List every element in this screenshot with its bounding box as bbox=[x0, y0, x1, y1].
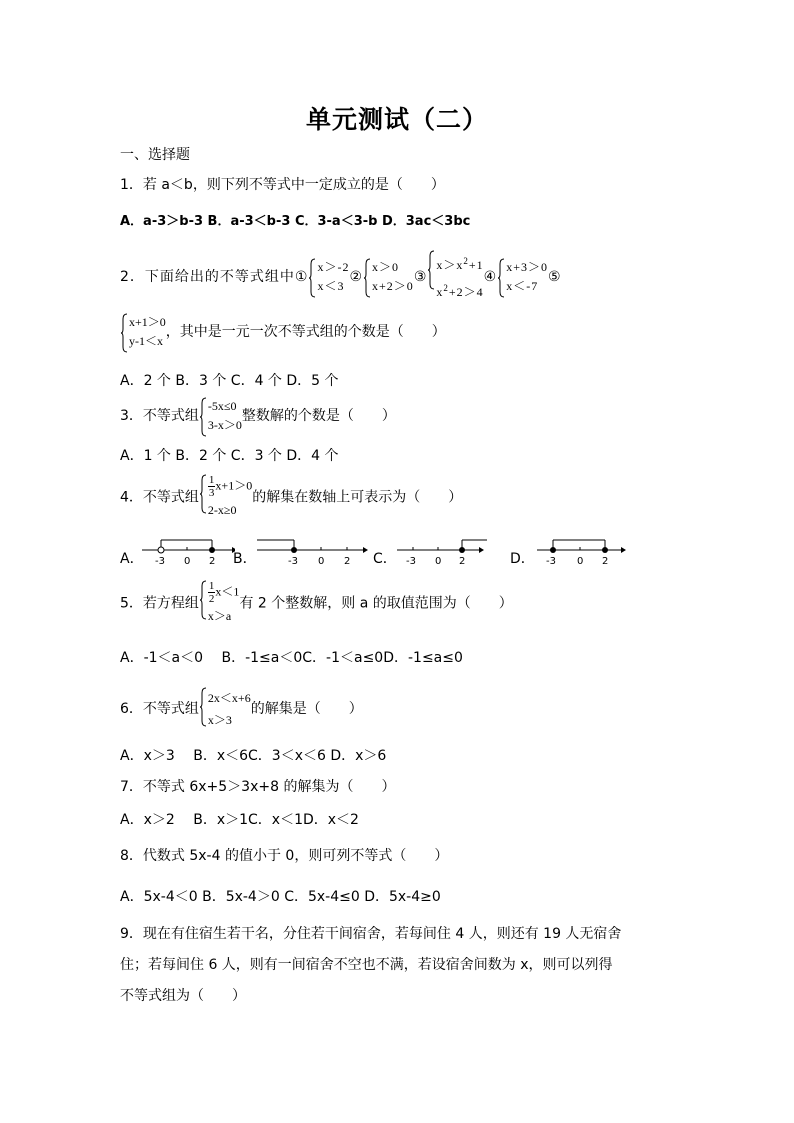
question-5-suffix: 有 2 个整数解，则 a 的取值范围为（ ） bbox=[239, 595, 513, 612]
question-7: 7．不等式 6x+5＞3x+8 的解集为（ ） bbox=[120, 779, 396, 795]
system-1 bbox=[308, 258, 349, 296]
s3-row1-a: x＞x bbox=[436, 258, 464, 272]
fraction-num: 1 bbox=[208, 580, 215, 592]
option-b-label: B． bbox=[233, 551, 257, 567]
question-7-options: A．x＞2 B．x＞1C．x＜1D．x＜2 bbox=[120, 812, 359, 828]
question-2 bbox=[120, 250, 562, 304]
brace-icon bbox=[308, 258, 316, 298]
s3-row1-sup: 2 bbox=[463, 256, 469, 266]
system-4-row-1: x+3＞0 bbox=[506, 260, 549, 274]
system-5 bbox=[120, 313, 166, 351]
question-9-line-1: 9．现在有住宿生若干名，分住若干间宿舍，若每间住 4 人，则还有 19 人无宿舍 bbox=[120, 926, 622, 942]
question-6-suffix: 的解集是（ ） bbox=[250, 701, 363, 717]
tick-c-0: 0 bbox=[435, 556, 442, 567]
brace-icon bbox=[427, 250, 435, 290]
system-q5-row-2: x＞a bbox=[207, 609, 232, 623]
system-q5-row-1 bbox=[208, 580, 240, 605]
s3-row1-tail: +1 bbox=[468, 258, 484, 272]
tick-b-2: 2 bbox=[344, 556, 351, 567]
system-q5 bbox=[199, 580, 240, 627]
number-line-d bbox=[535, 536, 630, 568]
tick-d-neg3: -3 bbox=[546, 556, 556, 567]
s3-row2-a: x bbox=[436, 285, 444, 299]
question-2-options: A．2 个 B．3 个 C．4 个 D．5 个 bbox=[120, 373, 339, 389]
question-5 bbox=[120, 580, 513, 627]
system-5-row-1: x+1＞0 bbox=[129, 315, 166, 329]
system-q4 bbox=[199, 474, 252, 521]
brace-icon bbox=[120, 313, 128, 353]
option-c-label: C． bbox=[373, 551, 397, 567]
system-2 bbox=[363, 258, 414, 296]
question-1: 1．若 a＜b，则下列不等式中一定成立的是（ ） bbox=[120, 177, 445, 193]
system-q5-row-1-tail: x＜1 bbox=[215, 584, 240, 599]
system-4 bbox=[497, 258, 548, 296]
tick-a-0: 0 bbox=[184, 556, 191, 567]
system-q4-row-2: 2-x≥0 bbox=[207, 503, 237, 517]
question-3-prefix: 3．不等式组 bbox=[120, 408, 199, 424]
fraction-num: 1 bbox=[208, 474, 215, 486]
system-2-row-2: x+2＞0 bbox=[372, 279, 414, 293]
option-d-label: D． bbox=[510, 551, 535, 567]
system-3-row-1 bbox=[436, 250, 483, 277]
number-line-b bbox=[255, 536, 370, 568]
system-q6-row-1: 2x＜x+6 bbox=[207, 691, 251, 705]
question-6-prefix: 6．不等式组 bbox=[120, 701, 199, 717]
system-q6-row-2: x＞3 bbox=[207, 713, 232, 727]
question-4 bbox=[120, 474, 462, 521]
question-9-line-3: 不等式组为（ ） bbox=[120, 988, 246, 1004]
tick-c-2: 2 bbox=[459, 556, 466, 567]
question-6 bbox=[120, 687, 363, 731]
tick-b-0: 0 bbox=[318, 556, 325, 567]
system-4-row-2: x＜-7 bbox=[506, 279, 539, 293]
brace-icon bbox=[363, 258, 371, 298]
system-q3-row-2: 3-x＞0 bbox=[207, 418, 242, 432]
page-title: 单元测试（二） bbox=[305, 105, 488, 134]
question-3-options: A．1 个 B．2 个 C．3 个 D．4 个 bbox=[120, 448, 339, 464]
tick-a-neg3: -3 bbox=[155, 556, 165, 567]
tick-d-2: 2 bbox=[602, 556, 609, 567]
brace-icon bbox=[199, 397, 207, 437]
marker-4: ④ bbox=[483, 269, 498, 285]
question-2-cont bbox=[120, 313, 446, 351]
s3-row2-sup: 2 bbox=[443, 283, 449, 293]
question-3 bbox=[120, 397, 396, 435]
question-4-prefix: 4．不等式组 bbox=[120, 489, 199, 506]
question-8-options: A．5x-4＜0 B．5x-4＞0 C．5x-4≤0 D．5x-4≥0 bbox=[120, 889, 441, 905]
question-4-suffix: 的解集在数轴上可表示为（ ） bbox=[252, 489, 463, 506]
fraction-den: 3 bbox=[208, 487, 215, 499]
system-3-row-2 bbox=[436, 277, 483, 304]
system-3 bbox=[427, 250, 483, 304]
brace-icon bbox=[199, 580, 207, 620]
question-2-suffix: ，其中是一元一次不等式组的个数是（ ） bbox=[165, 324, 446, 340]
number-line-a bbox=[140, 536, 235, 568]
question-5-prefix: 5．若方程组 bbox=[120, 595, 199, 612]
tick-c-neg3: -3 bbox=[406, 556, 416, 567]
s3-row2-tail: +2＞4 bbox=[448, 285, 484, 299]
marker-3: ③ bbox=[413, 269, 428, 285]
question-6-options: A．x＞3 B．x＜6C．3＜x＜6 D．x＞6 bbox=[120, 748, 387, 764]
system-q3-row-1: -5x≤0 bbox=[207, 399, 237, 413]
system-q3 bbox=[199, 397, 242, 435]
system-q4-row-1-tail: x+1＞0 bbox=[215, 478, 253, 493]
marker-5: ⑤ bbox=[548, 269, 562, 285]
question-2-prefix: 2．下面给出的不等式组中① bbox=[120, 269, 309, 285]
system-q6 bbox=[199, 687, 251, 731]
question-8: 8．代数式 5x-4 的值小于 0，则可列不等式（ ） bbox=[120, 848, 449, 864]
system-5-row-2: y-1＜x bbox=[129, 334, 163, 348]
marker-2: ② bbox=[349, 269, 364, 285]
option-a-label: A． bbox=[120, 551, 144, 567]
brace-icon bbox=[199, 474, 207, 514]
tick-b-neg3: -3 bbox=[288, 556, 298, 567]
system-1-row-2: x＜3 bbox=[317, 279, 345, 293]
system-2-row-1: x＞0 bbox=[372, 260, 400, 274]
system-q4-row-1 bbox=[208, 474, 252, 499]
fraction-den: 2 bbox=[208, 593, 215, 605]
question-5-options: A．-1＜a＜0 B．-1≤a＜0C．-1＜a≤0D．-1≤a≤0 bbox=[120, 650, 463, 666]
number-line-c bbox=[395, 536, 490, 568]
tick-a-2: 2 bbox=[209, 556, 216, 567]
question-1-options: A．a-3＞b-3 B．a-3＜b-3 C．3-a＜3-b D．3ac＜3bc bbox=[120, 214, 471, 229]
question-9-line-2: 住；若每间住 6 人，则有一间宿舍不空也不满，若设宿舍间数为 x，则可以列得 bbox=[120, 957, 613, 973]
brace-icon bbox=[199, 687, 207, 727]
brace-icon bbox=[497, 258, 505, 298]
question-3-suffix: 整数解的个数是（ ） bbox=[241, 408, 396, 424]
tick-d-0: 0 bbox=[577, 556, 584, 567]
section-heading: 一、选择题 bbox=[120, 147, 190, 163]
system-1-row-1: x＞-2 bbox=[317, 260, 350, 274]
